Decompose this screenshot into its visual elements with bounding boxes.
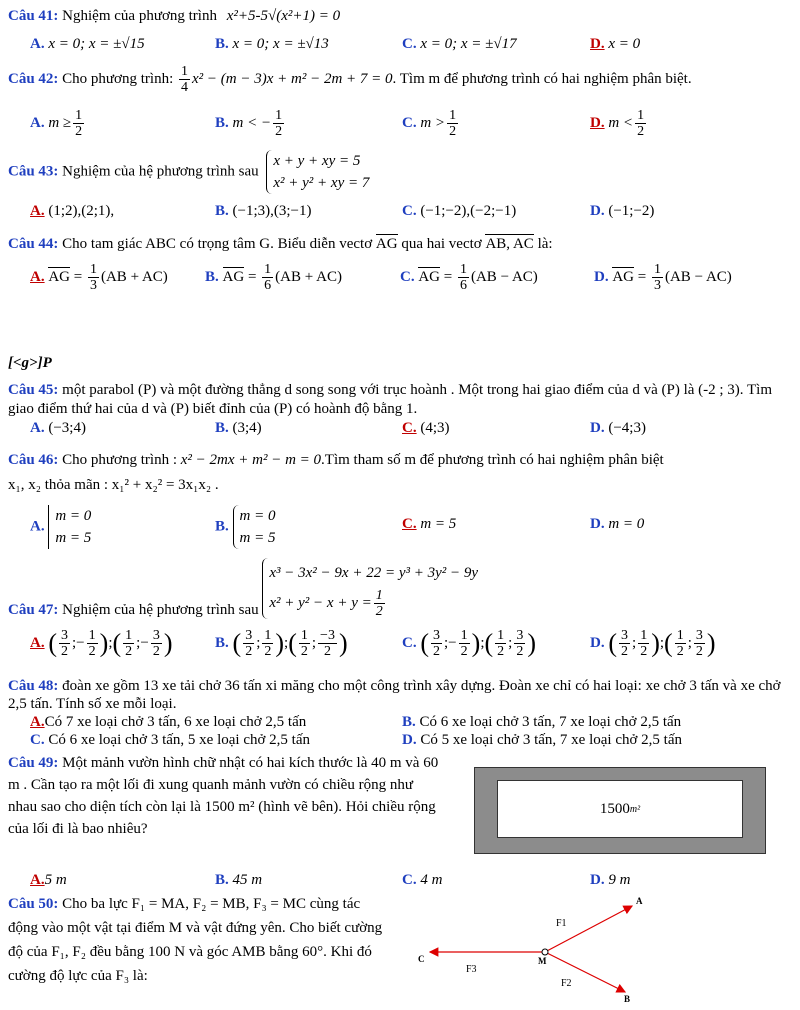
q47-text: Nghiệm của hệ phương trình sau (62, 601, 259, 618)
opt-system: m = 0 m = 5 (233, 505, 276, 549)
fraction: $\frac{1}{2}$ (275, 108, 283, 139)
opt-key: A. (30, 634, 45, 651)
q43-text: Nghiệm của hệ phương trình sau (62, 163, 259, 180)
opt-value: 45 m (232, 872, 263, 888)
opt-value: (−1;3),(3;−1) (232, 203, 312, 219)
opt-key: C. (402, 420, 417, 436)
opt-value: (1;2),(2;1), (48, 203, 115, 219)
opt-value: (−3;4) (48, 420, 86, 436)
opt-value: Có 6 xe loại chở 3 tấn, 7 xe loại chở 2,5 tấn (419, 714, 682, 730)
fraction: $\frac{1}{6}$ (264, 262, 272, 293)
fraction: $\frac{1}{6}$ (459, 262, 467, 293)
q47-option-d[interactable]: D. ( $\frac{3}{2}$ ; $\frac{1}{2}$ );( $\frac{1}{2}$ ; $\frac{3}{2}$ ) (590, 628, 716, 659)
q41-option-d[interactable] (590, 36, 640, 53)
q46-option-d[interactable] (590, 516, 644, 533)
q42-equation: x² − (m − 3)x + m² − 2m + 7 = 0 (192, 70, 393, 87)
q42-text: Cho phương trình: (62, 70, 174, 87)
q43-option-c[interactable] (402, 203, 516, 220)
opt-key: B. (215, 114, 229, 131)
opt-value: x = 0; x = ±√13 (232, 36, 329, 52)
q46-option-a[interactable] (30, 505, 91, 549)
opt-key: D. (590, 114, 605, 131)
opt-key: D. (590, 872, 605, 888)
label-f3: F3 (466, 964, 477, 975)
q45-label: Câu 45: (8, 382, 59, 398)
question-47 (8, 558, 792, 619)
fraction: $\frac{1}{2}$ (449, 108, 457, 139)
fraction: $\frac{1}{2}$ (75, 108, 83, 139)
opt-value: m < − (232, 114, 272, 131)
sys-line: x² + y² − x + y = (269, 595, 372, 611)
q46-option-c[interactable] (402, 516, 456, 533)
q42-option-d[interactable] (590, 108, 648, 139)
label-m: M (538, 956, 547, 966)
opt-key: B. (215, 420, 229, 436)
opt-key: C. (400, 268, 415, 285)
q48-option-c[interactable] (30, 732, 310, 749)
q44-text: Cho tam giác ABC có trọng tâm G. Biểu diễn vectơ (62, 236, 373, 252)
q43-system (266, 150, 369, 194)
label-c: C (418, 954, 425, 964)
label-f2: F2 (561, 978, 572, 989)
q48-label: Câu 48: (8, 678, 59, 694)
opt-key: A. (30, 36, 45, 52)
q48-option-a[interactable] (30, 714, 306, 731)
vector-ag: AG (222, 268, 245, 285)
opt-key: A. (30, 114, 45, 131)
question-48 (8, 677, 792, 713)
opt-key: A. (30, 268, 45, 285)
opt-value: m ≥ (48, 114, 72, 131)
q41-text: Nghiệm của phương trình (62, 8, 217, 24)
label-f1: F1 (556, 918, 567, 929)
opt-value: (4;3) (420, 420, 450, 436)
q44-option-a[interactable]: A. AG = $\frac{1}{3}$ (AB + AC) (30, 262, 168, 293)
opt-key: B. (215, 872, 229, 888)
q41-option-c[interactable] (402, 36, 517, 53)
opt-key: D. (594, 268, 609, 285)
q44-text3: là: (537, 236, 553, 252)
opt-key: A. (30, 203, 45, 219)
q44-label: Câu 44: (8, 236, 59, 252)
sys-line: x + y + xy = 5 (273, 153, 361, 169)
q46-option-b[interactable] (215, 505, 275, 549)
opt-value: (AB − AC) (470, 268, 538, 285)
fraction: $\frac{1}{4}$ (181, 64, 188, 95)
opt-key: A. (30, 420, 45, 436)
fraction: $\frac{1}{2}$ (375, 588, 383, 620)
arrow-f2 (545, 952, 625, 992)
question-50 (8, 892, 390, 988)
opt-value: 4 m (420, 872, 443, 888)
fraction: $\frac{1}{3}$ (653, 262, 661, 293)
fraction: $\frac{1}{2}$ (637, 108, 645, 139)
sys-line: x² + y² + xy = 7 (273, 175, 370, 191)
q42-text2: . Tìm m để phương trình có hai nghiệm phân biệt. (392, 70, 692, 87)
garden-rect (497, 780, 743, 838)
force-diagram (410, 892, 650, 1007)
question-44 (8, 236, 792, 253)
opt-key: B. (205, 268, 219, 285)
q42-option-b[interactable] (215, 108, 286, 139)
q46-text2: .Tìm tham số m để phương trình có hai nghiệm phân biệt (321, 452, 664, 468)
fraction: $\frac{1}{3}$ (89, 262, 97, 293)
opt-key: D. (402, 732, 417, 748)
q41-label: Câu 41: (8, 8, 59, 24)
q44-option-c[interactable]: C. AG = $\frac{1}{6}$ (AB − AC) (400, 262, 538, 293)
opt-key: B. (215, 518, 229, 535)
opt-key: A. (30, 872, 45, 888)
label-b: B (624, 994, 631, 1004)
opt-value: m = 5 (420, 516, 457, 532)
opt-key: C. (402, 114, 417, 131)
opt-key: C. (402, 36, 417, 52)
vector-ag: AG (375, 236, 398, 252)
q49-option-c[interactable] (402, 872, 442, 889)
q43-option-d[interactable] (590, 203, 654, 220)
q45-option-c[interactable] (402, 420, 450, 437)
opt-system: m = 0 m = 5 (48, 505, 91, 549)
opt-key: B. (215, 203, 229, 219)
opt-value: (3;4) (232, 420, 262, 436)
q43-option-a[interactable] (30, 203, 114, 220)
q47-option-a[interactable]: A. ( $\frac{3}{2}$ ;− $\frac{1}{2}$ );( $\frac{1}{2}$ ;− $\frac{3}{2}$ ) (30, 628, 173, 659)
arrow-f1 (545, 906, 632, 952)
question-43 (8, 150, 792, 194)
q41-equation: x²+5-5√(x²+1) = 0 (226, 8, 341, 24)
opt-key: C. (402, 203, 417, 219)
q49-label: Câu 49: (8, 755, 59, 771)
q49-option-a[interactable] (30, 872, 67, 889)
opt-key: A. (30, 714, 45, 730)
q44-text2: qua hai vectơ (401, 236, 482, 252)
vector-ab-ac: AB, AC (485, 236, 534, 252)
opt-value: (AB + AC) (100, 268, 168, 285)
vector-ag: AG (48, 268, 71, 285)
q49-option-d[interactable] (590, 872, 630, 889)
opt-value: m > (420, 114, 446, 131)
opt-key: D. (590, 634, 605, 651)
question-41 (8, 8, 792, 25)
opt-key: C. (402, 634, 417, 651)
opt-key: D. (590, 203, 605, 219)
opt-value: 9 m (608, 872, 631, 888)
q43-label: Câu 43: (8, 163, 59, 180)
opt-value: x = 0; x = ±√17 (420, 36, 517, 52)
opt-key: D. (590, 36, 605, 52)
vector-ag: AG (418, 268, 441, 285)
opt-value: (AB − AC) (664, 268, 732, 285)
opt-key: B. (215, 36, 229, 52)
section-marker: [<g>]P (8, 355, 52, 371)
q48-text: đoàn xe gồm 13 xe tải chở 36 tấn xi măng cho một công trình xây dựng. Đoàn xe chỉ có hai loại: xe chở 3 tấn và xe chở 2,5 tấn. Tính số xe mỗi loại. (8, 678, 781, 712)
q47-system (262, 558, 478, 619)
opt-key: B. (402, 714, 416, 730)
vector-ag: AG (612, 268, 635, 285)
q47-option-c[interactable]: C. ( $\frac{3}{2}$ ;− $\frac{1}{2}$ );( $\frac{1}{2}$ ; $\frac{3}{2}$ ) (402, 628, 537, 659)
opt-value: Có 5 xe loại chở 3 tấn, 7 xe loại chở 2,5 tấn (420, 732, 682, 748)
opt-key: D. (590, 516, 605, 532)
q41-option-a[interactable] (30, 36, 145, 53)
area-unit: m² (629, 803, 641, 815)
opt-value: (−4;3) (608, 420, 646, 436)
opt-value: (−1;−2) (608, 203, 655, 219)
opt-key: C. (402, 872, 417, 888)
q42-label: Câu 42: (8, 70, 59, 87)
path-figure (474, 767, 766, 854)
opt-value: Có 7 xe loại chở 3 tấn, 6 xe loại chở 2,5 tấn (44, 714, 307, 730)
q46-line2: x₁, x₂ thỏa mãn : x₁² + x₂² = 3x₁x₂ . (8, 477, 219, 493)
q50-text: Cho ba lực F₁ = MA, F₂ = MB, F₃ = MC cùng tác động vào một vật tại điểm M và vật đứng yên. Cho biết cường độ của F₁, F₂ đều bằng 100 N và góc AMB bằng 60°. Khi đó cường độ lực của F₃ là: (8, 896, 383, 984)
sys-line: x³ − 3x² − 9x + 22 = y³ + 3y² − 9y (269, 565, 479, 581)
q44-option-d[interactable]: D. AG = $\frac{1}{3}$ (AB − AC) (594, 262, 732, 293)
opt-key: D. (590, 420, 605, 436)
opt-value: x = 0; x = ±√15 (48, 36, 145, 52)
q47-option-b[interactable]: B. ( $\frac{3}{2}$ ; $\frac{1}{2}$ );( $\frac{1}{2}$ ; $\frac{-3}{2}$ ) (215, 628, 348, 659)
q45-text: một parabol (P) và một đường thẳng d song song với trục hoành . Một trong hai giao điểm của d và (P) là (-2 ; 3). Tìm giao điểm thứ hai của d và (P) biết đỉnh của (P) có hoành độ bằng 1. (8, 382, 773, 417)
opt-key: B. (215, 634, 229, 651)
label-a: A (636, 896, 643, 906)
q41-option-b[interactable] (215, 36, 329, 53)
q48-option-b[interactable] (402, 714, 681, 731)
q43-option-b[interactable] (215, 203, 312, 220)
q50-label: Câu 50: (8, 896, 59, 912)
question-42 (8, 64, 792, 95)
q42-option-c[interactable] (402, 108, 460, 139)
question-45 (8, 381, 792, 419)
opt-value: x = 0 (608, 36, 641, 52)
opt-value: m < (608, 114, 634, 131)
opt-key: C. (402, 516, 417, 532)
q46-equation: x² − 2mx + m² − m = 0 (180, 452, 322, 468)
opt-value: m = 0 (608, 516, 645, 532)
opt-value: (−1;−2),(−2;−1) (420, 203, 517, 219)
question-49 (8, 752, 440, 840)
opt-value: (AB + AC) (275, 268, 342, 285)
q47-label: Câu 47: (8, 601, 59, 618)
q49-text: Một mảnh vườn hình chữ nhật có hai kích thước là 40 m và 60 m . Cần tạo ra một lối đi xung quanh mảnh vườn có chiều rộng như nhau sao cho diện tích còn lại là 1500 m² (hình vẽ bên). Hỏi chiều rộng của lối đi là bao nhiêu? (8, 755, 439, 837)
q44-option-b[interactable]: B. AG = $\frac{1}{6}$ (AB + AC) (205, 262, 342, 293)
q45-option-d[interactable] (590, 420, 646, 437)
opt-key: A. (30, 518, 45, 535)
opt-value: Có 6 xe loại chở 3 tấn, 5 xe loại chở 2,5 tấn (48, 732, 310, 748)
q45-option-a[interactable] (30, 420, 86, 437)
q48-option-d[interactable] (402, 732, 682, 749)
area-label: 1500 (599, 800, 630, 817)
opt-key: C. (30, 732, 45, 748)
q49-option-b[interactable] (215, 872, 262, 889)
q46-label: Câu 46: (8, 452, 59, 468)
point-m (542, 949, 548, 955)
q42-option-a[interactable] (30, 108, 86, 139)
q46-text: Cho phương trình : (62, 452, 177, 468)
question-46 (8, 452, 792, 469)
opt-value: 5 m (44, 872, 67, 888)
q45-option-b[interactable] (215, 420, 262, 437)
